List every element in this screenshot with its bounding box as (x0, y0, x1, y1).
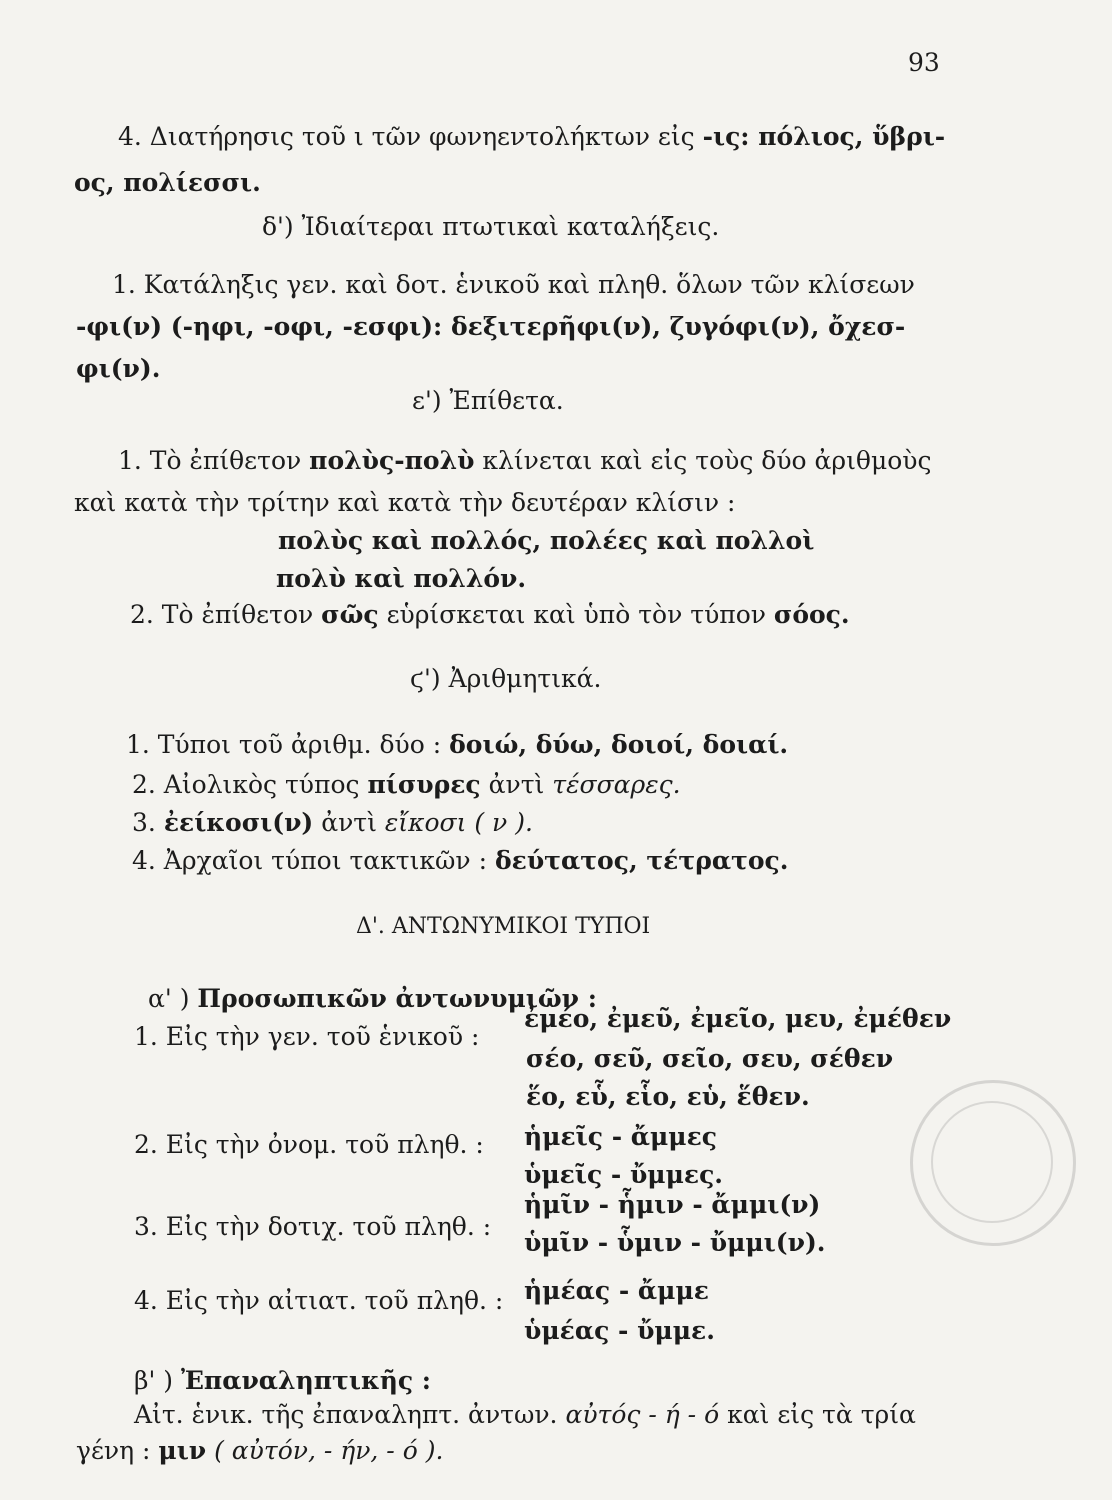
pronoun-1-forms-1: ἐμέο, ἐμεῦ, ἐμεῖο, μευ, ἐμέθεν (524, 1004, 952, 1033)
repetitive-line-2: γένη : μιν ( αὐτόν, - ήν, - ό ). (76, 1436, 444, 1465)
heading-pronominal-types: Δ'. ΑΝΤΩΝΥΜΙΚΟΙ ΤΥΠΟΙ (356, 914, 651, 939)
heading-epsilon: ε') Ἐπίθετα. (412, 386, 564, 415)
delta-1-line-3: φι(ν). (76, 354, 161, 383)
pronoun-2-forms-1: ἡμεῖς - ἄμμες (524, 1122, 718, 1151)
pronoun-4-label: 4. Εἰς τὴν αἰτιατ. τοῦ πληθ. : (134, 1286, 504, 1315)
epsilon-1-line-3: πολὺς καὶ πολλός, πολέες καὶ πολλοὶ (278, 526, 815, 555)
numeral-3: 3. ἐείκοσι(ν) ἀντὶ εἴκοσι ( ν ). (132, 808, 533, 837)
pronoun-2-forms-2: ὑμεῖς - ὔμμες. (524, 1160, 724, 1189)
epsilon-1-line-1: 1. Τὸ ἐπίθετον πολὺς-πολὺ κλίνεται καὶ εἰς τοὺς δύο ἀριθμοὺς (118, 446, 932, 475)
epsilon-1-line-4: πολὺ καὶ πολλόν. (276, 564, 527, 593)
epsilon-1-line-2: καὶ κατὰ τὴν τρίτην καὶ κατὰ τὴν δευτέραν κλίσιν : (74, 488, 736, 517)
section-4-line-2: ος, πολίεσσι. (74, 168, 261, 197)
subheading-personal-pronouns: α' ) Προσωπικῶν ἀντωνυμιῶν : (148, 984, 597, 1013)
pronoun-4-forms-2: ὑμέας - ὔμμε. (524, 1316, 715, 1345)
subheading-repetitive-pronoun: β' ) Ἐπαναληπτικῆς : (134, 1366, 432, 1395)
repetitive-line-1: Αἰτ. ἑνικ. τῆς ἐπαναληπτ. ἀντων. αὐτός - ή - ό καὶ εἰς τὰ τρία (134, 1400, 916, 1429)
numeral-2: 2. Αἰολικὸς τύπος πίσυρες ἀντὶ τέσσαρες. (132, 770, 681, 799)
section-4-line-1: 4. Διατήρησις τοῦ ι τῶν φωνηεντολήκτων εἰς -ις: πόλιος, ὕβρι- (118, 122, 946, 151)
pronoun-3-label: 3. Εἰς τὴν δοτιχ. τοῦ πληθ. : (134, 1212, 492, 1241)
numeral-4: 4. Ἀρχαῖοι τύποι τακτικῶν : δεύτατος, τέτρατος. (132, 846, 789, 875)
delta-1-line-1: 1. Κατάληξις γεν. καὶ δοτ. ἑνικοῦ καὶ πληθ. ὅλων τῶν κλίσεων (112, 270, 915, 299)
pronoun-2-label: 2. Εἰς τὴν ὀνομ. τοῦ πληθ. : (134, 1130, 484, 1159)
pronoun-1-label: 1. Εἰς τὴν γεν. τοῦ ἑνικοῦ : (134, 1022, 480, 1051)
delta-1-line-2: -φι(ν) (-ηφι, -οφι, -εσφι): δεξιτερῆφι(ν), ζυγόφι(ν), ὄχεσ- (76, 312, 906, 341)
page-number: 93 (908, 48, 940, 77)
library-stamp (910, 1080, 1076, 1246)
pronoun-1-forms-3: ἕο, εὗ, εἷο, εὑ, ἕθεν. (526, 1082, 810, 1111)
epsilon-2: 2. Τὸ ἐπίθετον σῶς εὑρίσκεται καὶ ὑπὸ τὸν τύπον σόος. (130, 600, 850, 629)
numeral-1: 1. Τύποι τοῦ ἀριθμ. δύο : δοιώ, δύω, δοιοί, δοιαί. (126, 730, 789, 759)
heading-stigma: ϛ') Ἀριθμητικά. (410, 664, 602, 693)
heading-delta: δ') Ἰδιαίτεραι πτωτικαὶ καταλήξεις. (262, 212, 720, 241)
pronoun-3-forms-2: ὑμῖν - ὗμιν - ὔμμι(ν). (524, 1228, 826, 1257)
pronoun-4-forms-1: ἡμέας - ἄμμε (524, 1276, 709, 1305)
pronoun-3-forms-1: ἡμῖν - ἧμιν - ἄμμι(ν) (524, 1190, 821, 1219)
pronoun-1-forms-2: σέο, σεῦ, σεῖο, σευ, σέθεν (526, 1044, 894, 1073)
